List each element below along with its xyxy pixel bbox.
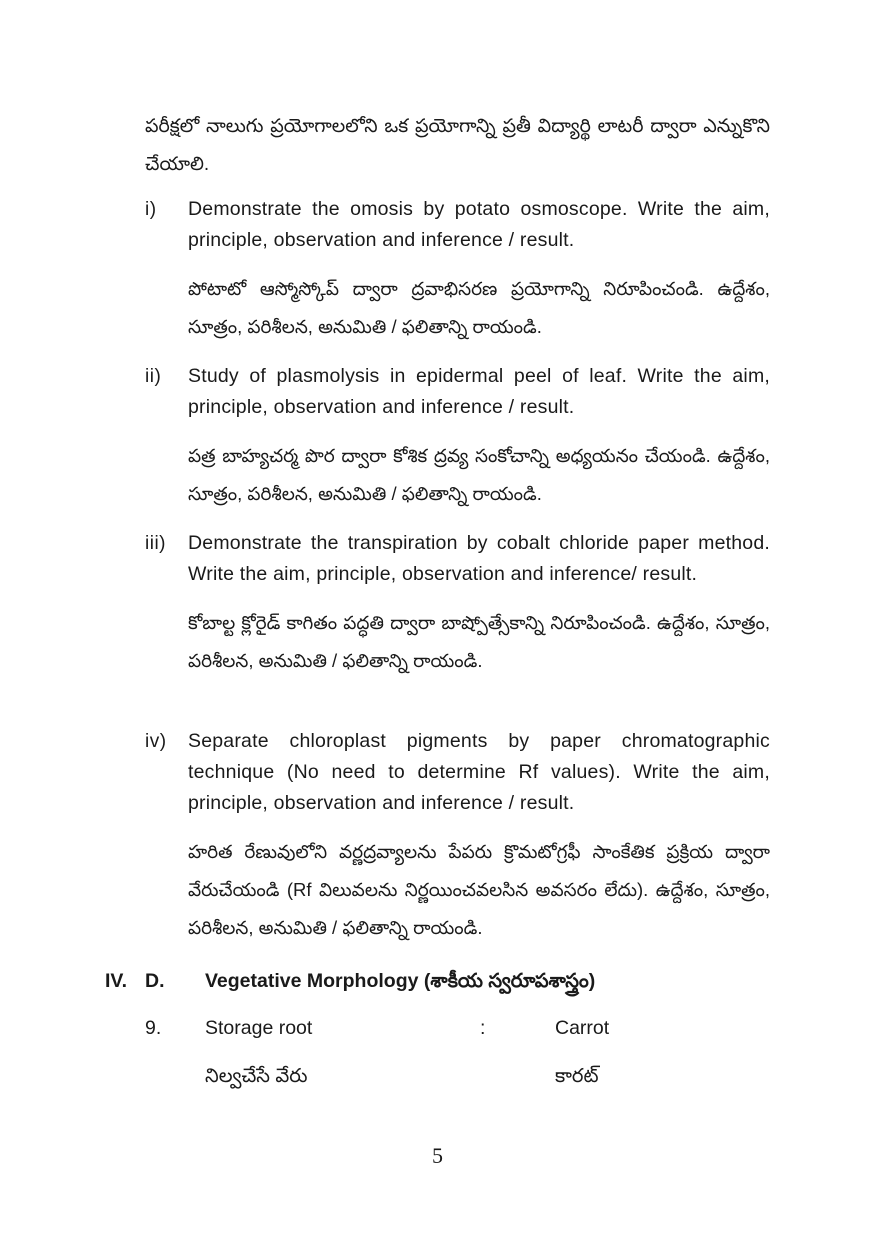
specimen-name: Storage root [205,1017,313,1039]
section-heading [105,970,775,1004]
specimen-example: Carrot [555,1017,610,1039]
separator-colon: : [480,1017,486,1039]
specimen-row-english [145,1017,770,1051]
experiment-item [145,726,770,947]
section-letter: D. [145,970,165,992]
item-english-text: Study of plasmolysis in epidermal peel of leaf. Write the aim, principle, observation and inference / result. [188,365,770,418]
item-number: iii) [145,533,166,554]
item-telugu-text: పోటాటో ఆస్మోస్కోప్ ద్వారా ద్రవాభిసరణ ప్రయోగాన్ని నిరూపించండి. ఉద్దేశం, సూత్రం, పరిశీలన, అనుమితి / ఫలితాన్ని రాయండి. [188,278,770,337]
page-number: 5 [432,1143,443,1168]
item-english-text: Demonstrate the transpiration by cobalt chloride paper method. Write the aim, principle, observation and inference/ result. [188,532,770,585]
item-telugu-text: కోబాల్ట క్లోరైడ్ కాగితం పద్ధతి ద్వారా బాష్పోత్సేకాన్ని నిరూపించండి. ఉద్దేశం, సూత్రం, పరిశీలన, అనుమితి / ఫలితాన్ని రాయండి. [188,612,770,671]
item-telugu-text: హరిత రేణువులోని వర్ణద్రవ్యాలను పేపరు క్రొమటోగ్రఫీ సాంకేతిక ప్రక్రియ ద్వారా వేరుచేయండి (Rf విలువలను నిర్ణయించవలసిన అవసరం లేదు). ఉద్దేశం, సూత్రం, పరిశీలన, అనుమితి / ఫలితాన్ని రాయండి. [188,841,770,938]
section-title: Vegetative Morphology (శాకీయ స్వరూపశాస్త్రం) [205,970,596,992]
item-number: ii) [145,366,162,387]
item-number: i) [145,199,157,220]
intro-paragraph: పరీక్షలో నాలుగు ప్రయోగాలలోని ఒక ప్రయోగాన్ని ప్రతీ విద్యార్థి లాటరీ ద్వారా ఎన్నుకొని చేయాలి. [145,116,770,175]
experiment-item [145,361,770,513]
specimen-number: 9. [145,1017,162,1039]
section-roman-numeral: IV. [105,970,128,992]
item-telugu-text: పత్ర బాహ్యచర్మ పొర ద్వారా కోశిక ద్రవ్య సంకోచాన్ని అధ్యయనం చేయండి. ఉద్దేశం, సూత్రం, పరిశీలన, అనుమితి / ఫలితాన్ని రాయండి. [188,445,770,504]
item-english-text: Separate chloroplast pigments by paper chromatographic technique (No need to determine Rf values). Write the aim, principle, observation and inference / result. [188,730,770,814]
specimen-name-telugu: నిల్వచేసే వేరు [205,1065,308,1087]
experiment-item [145,528,770,680]
item-number: iv) [145,731,167,752]
specimen-example-telugu: కారట్ [555,1065,599,1087]
item-english-text: Demonstrate the omosis by potato osmoscope. Write the aim, principle, observation and inference / result. [188,198,770,251]
specimen-row-telugu [145,1065,770,1099]
experiment-item [145,194,770,346]
